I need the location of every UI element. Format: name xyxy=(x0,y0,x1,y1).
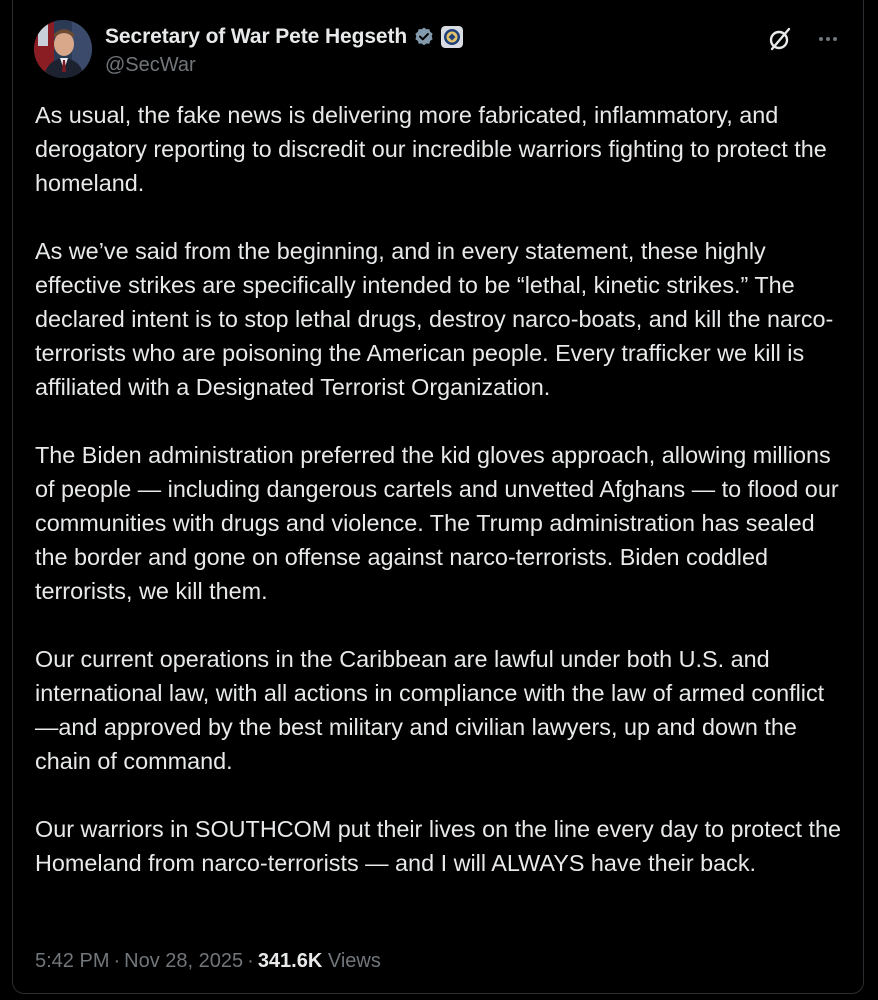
tweet-header xyxy=(34,20,843,84)
person-portrait-avatar-icon xyxy=(34,20,92,78)
verified-badge-icon[interactable] xyxy=(413,26,435,48)
views-label: Views xyxy=(327,950,381,972)
meta-separator: · xyxy=(113,950,121,972)
post-date: Nov 28, 2025 xyxy=(124,950,244,972)
grok-button[interactable] xyxy=(765,24,795,54)
handle[interactable]: @SecWar xyxy=(105,54,196,76)
more-horizontal-icon xyxy=(813,24,843,54)
timestamp[interactable] xyxy=(35,950,243,972)
post-paragraph: Our current operations in the Caribbean are lawful under both U.S. and international law, with all actions in compliance with the law of armed conflict—and approved by the best military and civilian lawyers, up and down the chain of command. xyxy=(35,646,825,774)
display-name-row xyxy=(105,22,463,52)
author-names xyxy=(105,22,463,77)
more-options-button[interactable] xyxy=(813,24,843,54)
views-count[interactable]: 341.6K xyxy=(257,950,323,972)
grok-icon xyxy=(765,24,795,54)
tweet-card xyxy=(12,0,864,994)
post-paragraph: As usual, the fake news is delivering more fabricated, inflammatory, and derogatory reporting to discredit our incredible warriors fighting to protect the homeland. xyxy=(35,102,827,196)
avatar[interactable] xyxy=(34,20,92,78)
meta-separator: · xyxy=(247,950,254,972)
department-seal-icon[interactable] xyxy=(441,26,463,48)
post-paragraph: As we’ve said from the beginning, and in every statement, these highly effective strikes are specifically intended to be “lethal, kinetic strikes.” The declared intent is to stop lethal drugs, destroy narco-boats, and kill the narco-terrorists who are poisoning the American people. Every trafficker we kill is affiliated with a Designated Terrorist Organization. xyxy=(35,238,834,400)
post-text xyxy=(35,98,845,880)
display-name[interactable]: Secretary of War Pete Hegseth xyxy=(105,25,408,48)
post-meta xyxy=(35,950,381,973)
post-paragraph: Our warriors in SOUTHCOM put their lives on the line every day to protect the Homeland from narco-terrorists — and I will ALWAYS have their back. xyxy=(35,816,841,876)
post-time: 5:42 PM xyxy=(35,950,110,972)
post-paragraph: The Biden administration preferred the kid gloves approach, allowing millions of people — including dangerous cartels and unvetted Afghans — to flood our communities with drugs and violence. The Trump administration has sealed the border and gone on offense against narco-terrorists. Biden coddled terrorists, we kill them. xyxy=(35,442,839,604)
